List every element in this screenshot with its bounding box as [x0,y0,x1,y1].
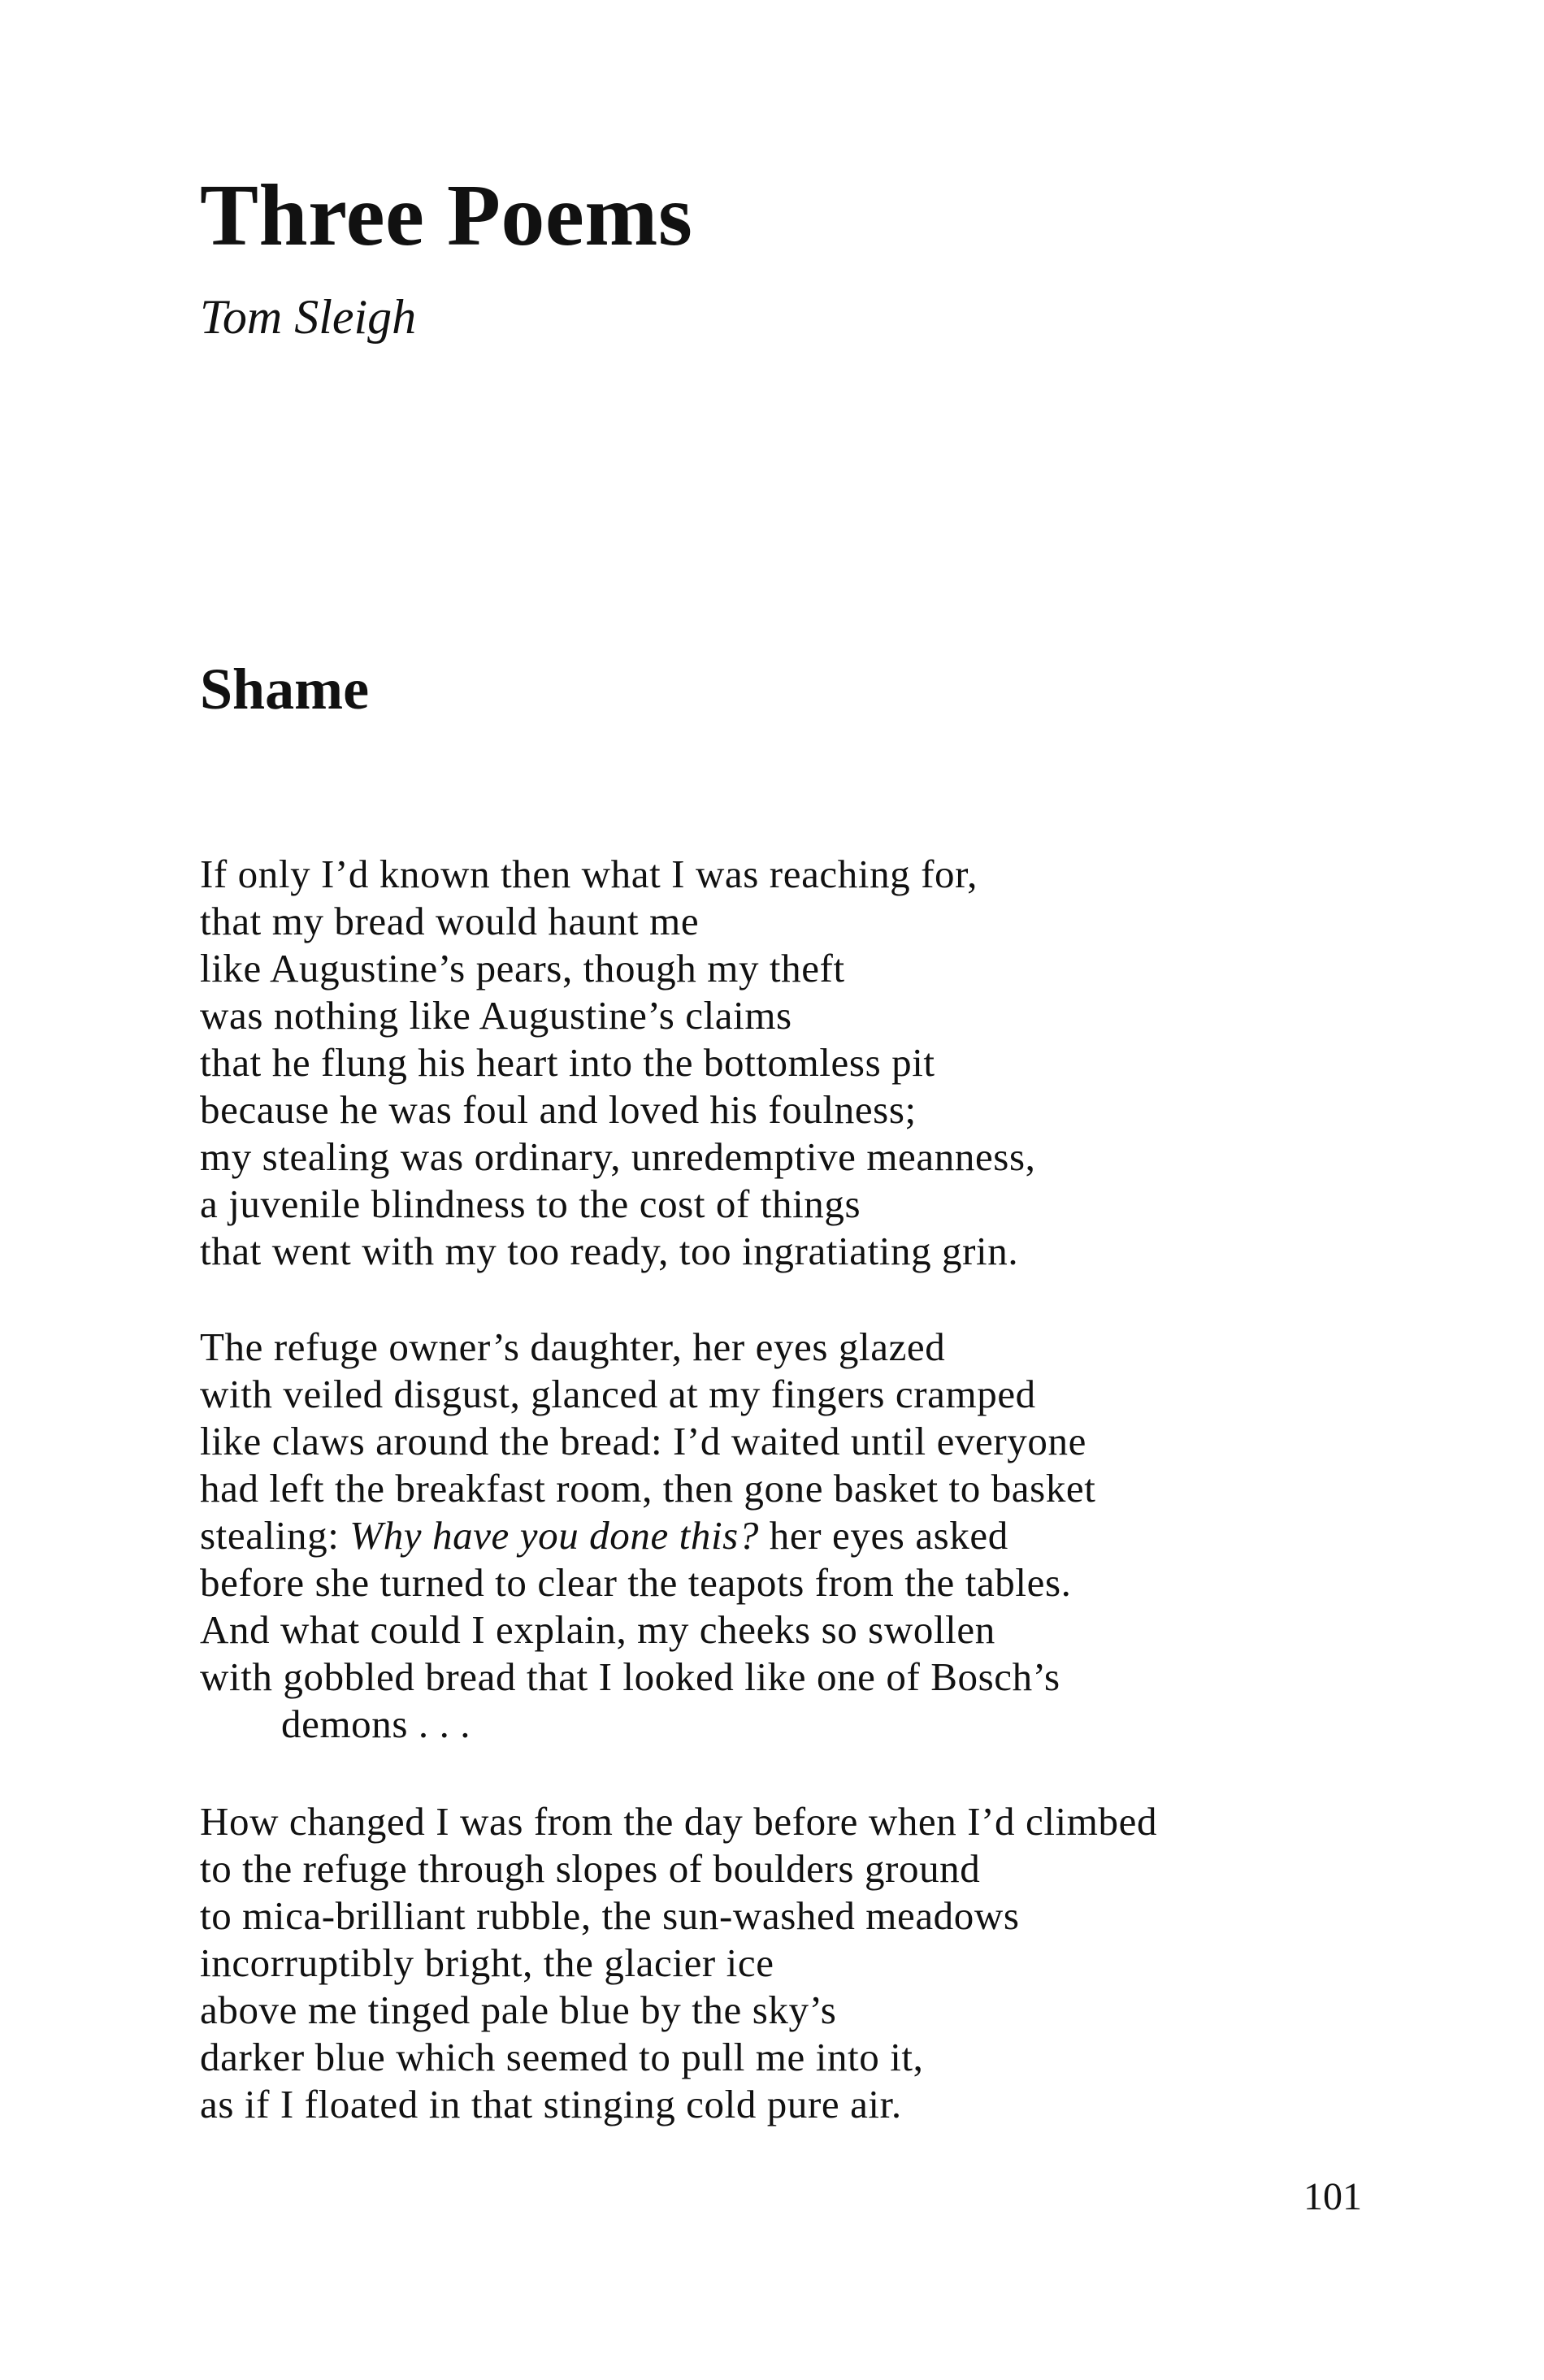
poem-line-indented: demons . . . [281,1702,471,1746]
italic-question: Why have you done this? [349,1513,759,1558]
poem-line: like Augustine’s pears, though my theft [200,946,845,991]
poem-line: was nothing like Augustine’s claims [200,993,792,1038]
poem-line: because he was foul and loved his foulness; [200,1087,917,1132]
author-name: Tom Sleigh [200,290,417,344]
poem-line: had left the breakfast room, then gone basket to basket [200,1466,1096,1511]
poem-line: before she turned to clear the teapots from the tables. [200,1560,1072,1605]
poem-line: that my bread would haunt me [200,899,700,943]
poem-line: with veiled disgust, glanced at my fingers cramped [200,1372,1036,1416]
poem-line: The refuge owner’s daughter, her eyes glazed [200,1324,946,1369]
poem-line: incorruptibly bright, the glacier ice [200,1940,774,1985]
poem-line: with gobbled bread that I looked like one of Bosch’s [200,1654,1060,1699]
stanza-2 [200,1324,1370,1748]
poem-line: above me tinged pale blue by the sky’s [200,1988,837,2032]
page-number: 101 [1303,2175,1362,2218]
poem-line: like claws around the bread: I’d waited until everyone [200,1419,1086,1463]
poem-line: to mica-brilliant rubble, the sun-washed meadows [200,1893,1020,1938]
line-suffix: her eyes asked [758,1513,1008,1558]
stanza-1 [200,851,1370,1275]
line-prefix: stealing: [200,1513,350,1558]
poem-line: If only I’d known then what I was reaching for, [200,852,978,896]
poem-line: How changed I was from the day before when I’d climbed [200,1799,1158,1844]
poem-line: darker blue which seemed to pull me into it, [200,2035,924,2079]
page-title: Three Poems [200,167,693,264]
poem-line: a juvenile blindness to the cost of things [200,1181,861,1226]
poem-title: Shame [200,657,370,722]
poem-line: that he flung his heart into the bottomless pit [200,1040,935,1085]
poem-line: And what could I explain, my cheeks so swollen [200,1607,995,1652]
poem-line-mixed [200,1512,1370,1559]
stanza-3 [200,1798,1370,2128]
poem-line: as if I floated in that stinging cold pure air. [200,2082,902,2126]
poem-line: my stealing was ordinary, unredemptive meanness, [200,1134,1036,1179]
poem-line: to the refuge through slopes of boulders ground [200,1846,981,1891]
poem-line: that went with my too ready, too ingratiating grin. [200,1229,1019,1273]
